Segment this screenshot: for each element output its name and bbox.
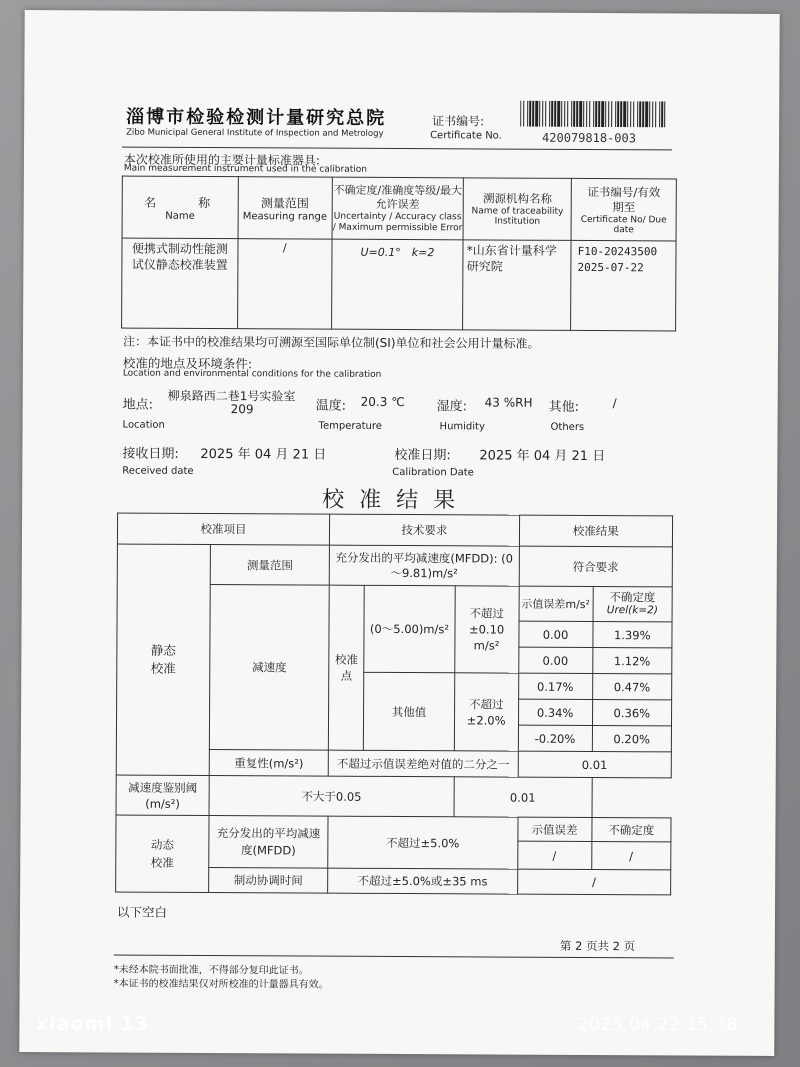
coord-req: 不超过±5.0%或±35 ms (328, 868, 518, 894)
instrument-institution: *山东省计量科学研究院 (466, 243, 557, 274)
mfdd-item: 充分发出的平均减速度(MFDD) (209, 816, 328, 869)
humidity-value: 43 %RH (484, 395, 533, 410)
barcode-bar (642, 101, 644, 127)
coord-result: / (517, 869, 671, 895)
calib-label: 校准日期: (394, 447, 451, 464)
err-b1: 0.17% (518, 673, 592, 699)
static-label: 静态校准 (116, 544, 210, 775)
barcode-bar (532, 101, 534, 127)
instrument-due-date: 2025-07-22 (577, 260, 644, 275)
col-range: 测量范围 (260, 195, 309, 211)
err-a2: 0.00 (518, 647, 592, 673)
h-error: 示值误差m/s² (519, 586, 593, 621)
place-value-2: 209 (230, 402, 254, 417)
range-b: 其他值 (364, 672, 455, 750)
header-divider (122, 147, 672, 151)
thresh-req: 不大于0.05 (209, 776, 454, 817)
instrument-cert-no: F10-20243500 (577, 244, 658, 259)
location-title: 校准的地点及环境条件: (122, 355, 253, 372)
col-cert-en: Certificate No/ Due date (580, 214, 667, 235)
barcode-bar (573, 101, 575, 127)
barcode-bar (557, 101, 560, 127)
barcode-bar (633, 101, 634, 127)
unc-a1: 1.39% (592, 622, 672, 648)
barcode-bar (645, 101, 648, 127)
barcode-bar (529, 101, 531, 127)
h-unc-2: Urel(k=2) (606, 604, 658, 617)
barcode-bar (611, 101, 612, 127)
barcode-bar (608, 101, 609, 127)
h-item: 校准项目 (117, 513, 329, 545)
barcode-bar (551, 101, 553, 127)
results-title: 校 准 结 果 (322, 487, 460, 514)
coord-item: 制动协调时间 (209, 868, 328, 894)
barcode-bar (545, 101, 546, 127)
received-value: 2025 年 04 月 21 日 (200, 446, 327, 463)
col-uncertainty-en: Uncertainty / Accuracy class / Maximum permissible Error (332, 211, 463, 233)
barcode-bar (655, 101, 656, 127)
repeat-item: 重复性(m/s²) (209, 750, 328, 777)
unc-a2: 1.12% (592, 648, 672, 674)
certificate-page (19, 10, 779, 1056)
barcode-bar (589, 101, 590, 127)
barcode-icon (520, 101, 665, 128)
barcode-bar (649, 101, 650, 127)
col-range-en: Measuring range (242, 210, 328, 223)
mfdd-unc: / (591, 842, 671, 870)
page-number: 第 2 页共 2 页 (559, 938, 636, 954)
place-label: 地点: (122, 397, 154, 413)
barcode-bar (554, 101, 556, 127)
footer-divider (114, 955, 674, 959)
barcode-bar (561, 101, 562, 127)
h-req: 技术要求 (330, 514, 520, 546)
location-title-en: Location and environmental conditions for the calibration (122, 368, 382, 380)
barcode-bar (520, 101, 521, 127)
err-b2: 0.34% (518, 699, 592, 725)
col-uncertainty: 不确定度/准确度等级/最大允许误差 (333, 183, 463, 211)
cert-label-en: Certificate No. (430, 130, 502, 142)
range-a: (0～5.00)m/s² (364, 585, 455, 672)
barcode-bar (567, 101, 568, 127)
range-item: 测量范围 (210, 545, 329, 586)
barcode-bar (579, 101, 582, 127)
barcode-bar (542, 101, 543, 127)
col-institution-en: Name of traceability Institution (471, 206, 564, 227)
repeat-req: 不超过示值误差绝对值的二分之一 (328, 750, 518, 777)
barcode-bar (601, 101, 604, 127)
range-result: 符合要求 (519, 546, 673, 587)
humidity-label: 湿度: (436, 399, 468, 415)
barcode-bar (630, 101, 631, 127)
barcode-bar (627, 101, 628, 127)
col-name: 名 称 (144, 195, 217, 210)
thresh-row (116, 775, 671, 818)
err-a1: 0.00 (518, 621, 592, 647)
barcode-bar (595, 101, 597, 127)
others-label: 其他: (548, 399, 580, 415)
instrument-row (122, 238, 676, 331)
humidity-en: Humidity (439, 421, 485, 433)
calib-value: 2025 年 04 月 21 日 (479, 448, 606, 465)
traceability-note: 注：本证书中的校准结果均可溯源至国际单位制(SI)单位和社会公用计量标准。 (122, 334, 540, 351)
err-b3: -0.20% (518, 725, 592, 751)
barcode-bar (623, 101, 626, 127)
unc-b2: 0.36% (592, 700, 672, 726)
barcode-bar (586, 101, 587, 127)
barcode-bar (661, 101, 663, 127)
barcode-bar (539, 101, 540, 127)
instrument-title-en: Main measurement instrument used in the calibration (123, 163, 367, 175)
cert-label: 证书编号: (432, 114, 485, 129)
barcode-bar (598, 101, 600, 127)
instrument-range: / (237, 239, 331, 329)
others-value: / (612, 396, 617, 411)
thresh-item: 减速度鉴别阈(m/s²) (116, 775, 209, 815)
mfdd-row (116, 815, 671, 842)
mfdd-req: 不超过±5.0% (328, 816, 518, 869)
instrument-uncertainty: U=0.1° k=2 (331, 239, 463, 330)
mfdd-err-h: 示值误差 (517, 817, 591, 841)
temp-value: 20.3 ℃ (360, 394, 405, 410)
range-req: 充分发出的平均减速度(MFDD): (0～9.81)m/s² (329, 545, 519, 586)
barcode-bar (659, 101, 660, 127)
barcode-bar (664, 101, 665, 127)
h-result: 校准结果 (519, 515, 673, 547)
range-row (117, 544, 672, 587)
temp-en: Temperature (318, 420, 382, 432)
unc-b3: 0.20% (592, 726, 672, 752)
barcode-bar (527, 101, 528, 127)
req-a: 不超过±0.10 m/s² (454, 586, 518, 673)
barcode-bar (523, 101, 524, 127)
results-table (115, 513, 673, 896)
calib-point: 校准点 (328, 585, 364, 750)
others-en: Others (550, 421, 585, 433)
calib-en: Calibration Date (392, 466, 474, 479)
barcode-bar (637, 101, 638, 127)
mfdd-err: / (517, 841, 591, 869)
dynamic-label: 动态校准 (116, 815, 209, 892)
col-institution: 溯源机构名称 (482, 191, 553, 206)
instrument-table (121, 176, 677, 332)
blank-note: 以下空白 (116, 904, 168, 920)
col-cert: 证书编号/有效期至 (587, 184, 661, 214)
barcode-bar (615, 101, 616, 127)
req-b: 不超过±2.0% (454, 673, 518, 751)
h-unc: 不确定度 (609, 590, 656, 605)
instrument-header-row (122, 176, 676, 241)
instrument-name: 便携式制动性能测试仪静态校准装置 (131, 241, 228, 273)
mfdd-unc-h: 不确定度 (591, 818, 671, 842)
barcode-bar (549, 101, 550, 127)
barcode-bar (535, 101, 538, 127)
barcode-bar (605, 101, 606, 127)
thresh-result: 0.01 (454, 777, 592, 818)
results-header-row (117, 513, 672, 547)
barcode-bar (583, 101, 584, 127)
decel-item: 减速度 (209, 585, 329, 751)
barcode-bar (593, 101, 594, 127)
barcode-bar (564, 101, 565, 127)
device-watermark: xiaomi 13 (36, 1013, 150, 1035)
notice-1: *未经本院书面批准，不得部分复印此证书。 (113, 964, 309, 977)
institute-name-en: Zibo Municipal General Institute of Inspection and Metrology (126, 127, 384, 139)
instrument-title: 本次校准所使用的主要计量标准器具: (123, 152, 321, 168)
received-en: Received date (122, 465, 194, 477)
barcode-bar (620, 101, 622, 127)
timestamp-watermark: 2025.04.22 15:38 (578, 1015, 738, 1035)
barcode-bar (576, 101, 578, 127)
notice-2: *本证书的校准结果仅对所校准的计量器具有效。 (113, 978, 329, 991)
col-name-en: Name (165, 210, 195, 222)
received-label: 接收日期: (122, 446, 179, 462)
place-en: Location (122, 419, 165, 431)
temp-label: 温度: (315, 398, 347, 414)
place-value: 柳泉路西二巷1号实验室 (167, 388, 296, 404)
cert-number: 420079818-003 (542, 130, 637, 146)
unc-b1: 0.47% (592, 674, 672, 700)
barcode-bar (617, 101, 619, 127)
institute-name: 淄博市检验检测计量研究总院 (126, 106, 387, 129)
barcode-bar (639, 101, 641, 127)
repeat-result: 0.01 (518, 751, 672, 778)
barcode-bar (571, 101, 572, 127)
barcode-bar (652, 101, 653, 127)
